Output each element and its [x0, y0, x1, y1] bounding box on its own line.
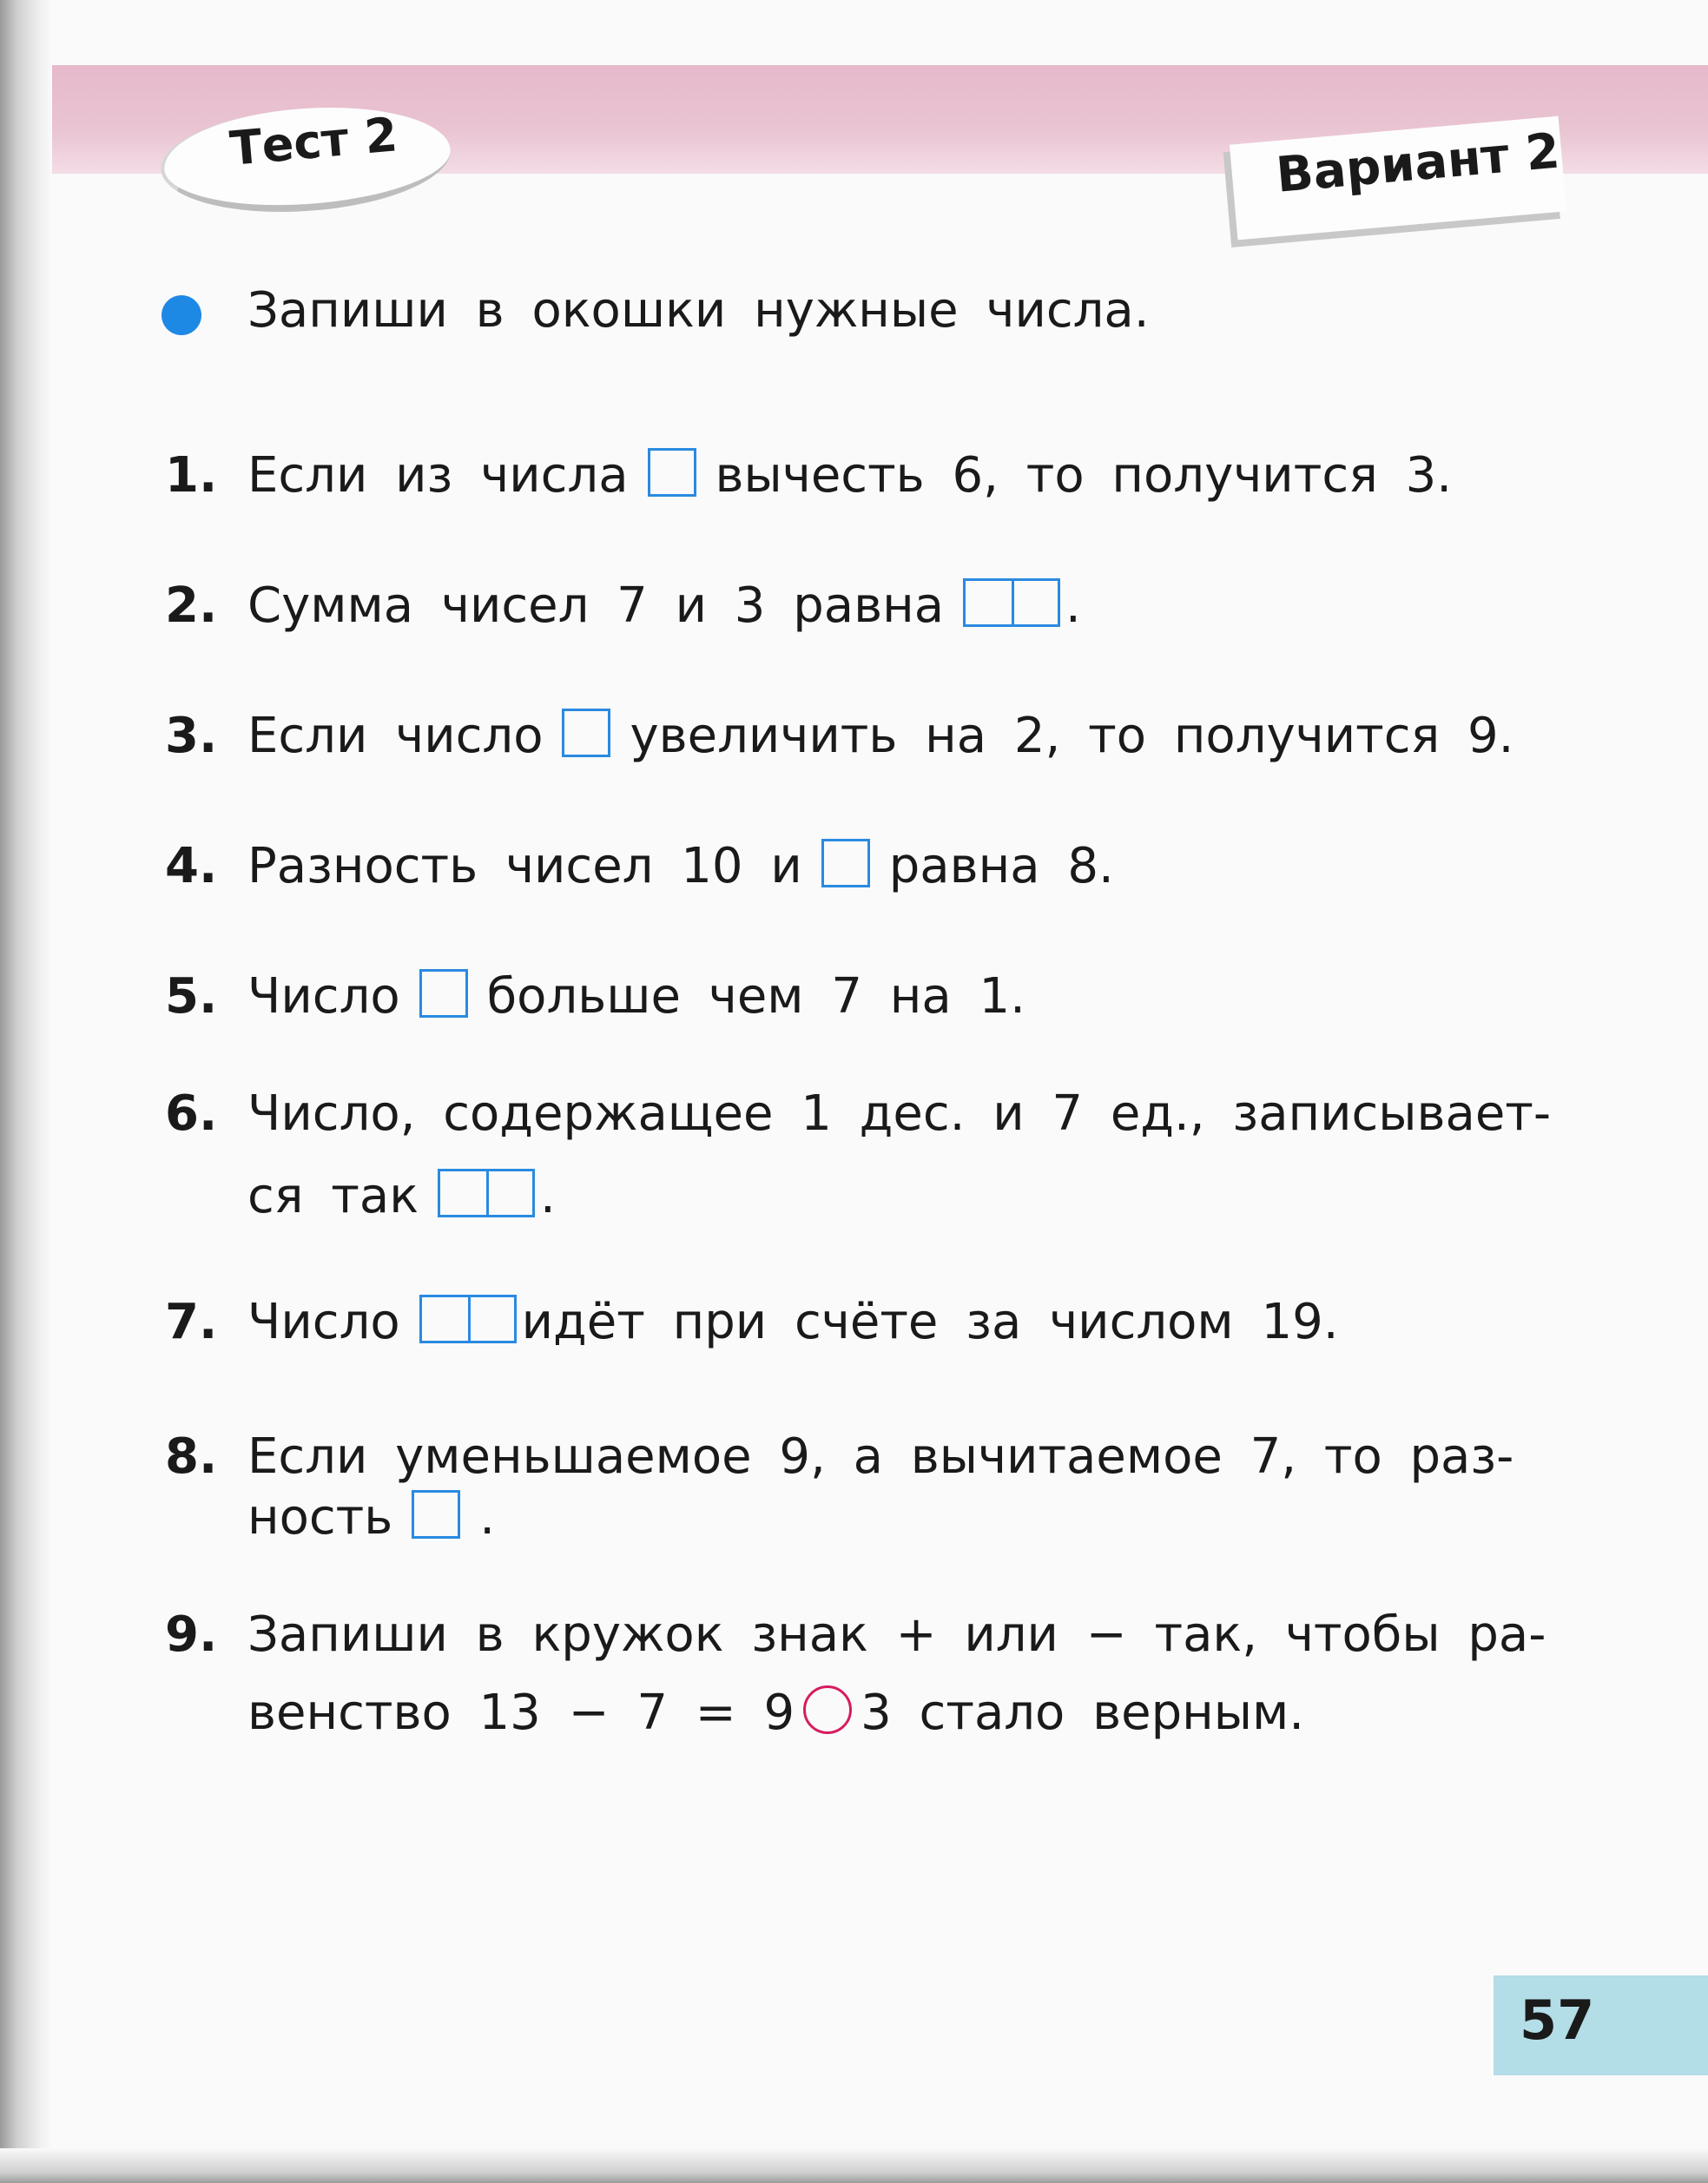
item-number: 2.	[165, 577, 218, 634]
task-line-6b: ся так .	[247, 1168, 556, 1224]
task-line-5: Число больше чем 7 на 1.	[247, 968, 1025, 1025]
item-number: 7.	[165, 1294, 218, 1350]
task-line-6a: Число, содержащее 1 дес. и 7 ед., записывает-	[247, 1085, 1552, 1142]
item-number: 8.	[165, 1428, 218, 1485]
page-gutter-shadow	[0, 0, 52, 2183]
task-line-8a: Если уменьшаемое 9, а вычитаемое 7, то раз-	[247, 1428, 1514, 1485]
answer-box-two-digit[interactable]	[438, 1169, 535, 1217]
task-line-4: Разность чисел 10 и равна 8.	[247, 838, 1114, 894]
answer-box[interactable]	[412, 1490, 460, 1539]
page-number: 57	[1520, 1988, 1595, 2052]
task-line-9b: венство 13 − 7 = 9 3 стало верным.	[247, 1685, 1304, 1741]
task-line-2: Сумма чисел 7 и 3 равна .	[247, 577, 1081, 634]
answer-box[interactable]	[562, 709, 610, 757]
answer-circle[interactable]	[803, 1685, 852, 1734]
answer-box-two-digit[interactable]	[419, 1295, 517, 1343]
item-number: 6.	[165, 1085, 218, 1142]
answer-box[interactable]	[821, 839, 870, 887]
instruction: Запиши в окошки нужные числа.	[247, 282, 1150, 339]
item-number: 9.	[165, 1606, 218, 1663]
answer-box-two-digit[interactable]	[963, 578, 1060, 627]
task-line-8b: ность .	[247, 1489, 496, 1546]
item-number: 3.	[165, 708, 218, 764]
variant-label: Вариант 2	[1274, 122, 1562, 204]
page-bottom-shadow	[0, 2148, 1708, 2183]
item-number: 1.	[165, 447, 218, 504]
bullet-icon	[162, 295, 201, 335]
task-line-7: Число идёт при счёте за числом 19.	[247, 1294, 1339, 1350]
task-line-1: Если из числа вычесть 6, то получится 3.	[247, 447, 1453, 504]
task-line-9a: Запиши в кружок знак + или − так, чтобы ра-	[247, 1606, 1546, 1663]
test-label: Тест 2	[228, 107, 400, 176]
answer-box[interactable]	[419, 969, 468, 1018]
item-number: 4.	[165, 838, 218, 894]
answer-box[interactable]	[648, 448, 696, 497]
item-number: 5.	[165, 968, 218, 1025]
task-line-3: Если число увеличить на 2, то получится 9.	[247, 708, 1514, 764]
